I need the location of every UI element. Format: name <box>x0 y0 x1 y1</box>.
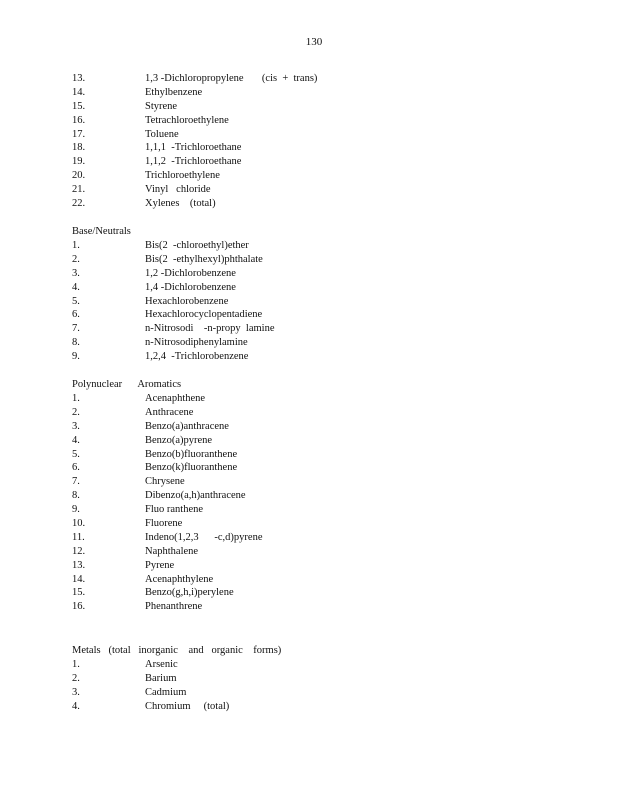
list-item <box>72 197 552 211</box>
item-number: 16. <box>72 114 86 126</box>
list-item <box>72 503 552 517</box>
item-number: 13. <box>72 559 86 571</box>
item-number: 2. <box>72 406 80 418</box>
list-item <box>72 281 552 295</box>
compound-name: Chrysene <box>145 476 185 488</box>
list-item <box>72 573 552 587</box>
list-item <box>72 600 552 614</box>
compound-name: Benzo(k)fluoranthene <box>145 462 238 474</box>
compound-name: Fluorene <box>145 518 183 530</box>
list-item <box>72 267 552 281</box>
item-number: 4. <box>72 434 80 446</box>
item-number: 4. <box>72 700 80 712</box>
item-number: 8. <box>72 337 80 349</box>
list-item <box>72 559 552 573</box>
compound-name: Tetrachloroethylene <box>145 114 229 126</box>
list-item <box>72 336 552 350</box>
item-number: 5. <box>72 295 80 307</box>
list-item <box>72 672 552 686</box>
compound-name: Benzo(b)fluoranthene <box>145 448 238 460</box>
item-number: 15. <box>72 587 86 599</box>
list-item <box>72 308 552 322</box>
compound-name: 1,3 -Dichloropropylene (cis + trans) <box>145 73 318 84</box>
item-number: 13. <box>72 73 86 84</box>
compound-name: Bis(2 -ethylhexyl)phthalate <box>145 253 263 265</box>
item-number: 1. <box>72 659 80 670</box>
compound-name: Benzo(g,h,i)perylene <box>145 587 234 599</box>
list-item <box>72 295 552 309</box>
list-item <box>72 517 552 531</box>
list-item <box>72 86 552 100</box>
item-number: 16. <box>72 601 86 613</box>
metals-section <box>72 644 552 714</box>
compound-name: 1,1,2 -Trichloroethane <box>145 156 242 168</box>
polynuclear-aromatics-heading: Polynuclear Aromatics <box>72 379 182 390</box>
compound-name: 1,1,1 -Trichloroethane <box>145 142 242 154</box>
compound-name: Toluene <box>145 128 179 140</box>
list-item <box>72 350 552 364</box>
compound-name: Hexachlorobenzene <box>145 295 229 307</box>
item-number: 11. <box>72 531 85 543</box>
base-neutrals-section <box>72 225 552 364</box>
list-item <box>72 114 552 128</box>
item-number: 19. <box>72 156 86 168</box>
item-number: 2. <box>72 253 80 265</box>
compound-name: Naphthalene <box>145 545 199 557</box>
base-neutrals-heading: Base/Neutrals <box>72 226 131 237</box>
compound-name: Barium <box>145 672 177 684</box>
list-item <box>72 169 552 183</box>
compound-name: Anthracene <box>145 406 194 418</box>
item-number: 6. <box>72 462 80 474</box>
list-item <box>72 531 552 545</box>
item-number: 10. <box>72 518 86 530</box>
list-item <box>72 253 552 267</box>
item-number: 3. <box>72 267 80 279</box>
list-item <box>72 72 552 86</box>
compound-name: Benzo(a)pyrene <box>145 434 213 446</box>
item-number: 20. <box>72 170 86 182</box>
item-number: 1. <box>72 240 80 251</box>
compound-name: Arsenic <box>145 659 178 670</box>
compound-name: Hexachlorocyclopentadiene <box>145 309 263 321</box>
list-item <box>72 239 552 253</box>
item-number: 21. <box>72 184 86 196</box>
compound-name: Chromium (total) <box>145 700 230 712</box>
compound-name: Indeno(1,2,3 -c,d)pyrene <box>145 531 263 543</box>
compound-name: Pyrene <box>145 559 175 571</box>
compound-name: 1,4 -Dichlorobenzene <box>145 281 236 293</box>
item-number: 1. <box>72 393 80 404</box>
volatiles-list <box>72 72 552 211</box>
item-number: 2. <box>72 672 80 684</box>
list-item <box>72 141 552 155</box>
list-item <box>72 475 552 489</box>
list-item <box>72 461 552 475</box>
compound-name: Bis(2 -chloroethyl)ether <box>145 240 249 251</box>
item-number: 9. <box>72 351 80 363</box>
list-item <box>72 406 552 420</box>
item-number: 14. <box>72 573 86 585</box>
item-number: 17. <box>72 128 86 140</box>
item-number: 7. <box>72 323 80 335</box>
list-item <box>72 392 552 406</box>
list-item <box>72 128 552 142</box>
compound-name: Benzo(a)anthracene <box>145 420 229 432</box>
item-number: 5. <box>72 448 80 460</box>
page-number: 130 <box>305 36 323 48</box>
item-number: 22. <box>72 198 86 210</box>
polynuclear-aromatics-section <box>72 378 552 614</box>
compound-name: Phenanthrene <box>145 601 203 613</box>
compound-name: Trichloroethylene <box>145 170 220 182</box>
compound-name: 1,2,4 -Trichlorobenzene <box>145 351 249 363</box>
compound-name: Dibenzo(a,h)anthracene <box>145 490 246 502</box>
list-item <box>72 100 552 114</box>
compound-name: 1,2 -Dichlorobenzene <box>145 267 236 279</box>
item-number: 4. <box>72 281 80 293</box>
item-number: 7. <box>72 476 80 488</box>
compound-name: Ethylbenzene <box>145 86 203 98</box>
item-number: 9. <box>72 504 80 516</box>
compound-name: n-Nitrosodi -n-propy lamine <box>145 323 275 335</box>
item-number: 18. <box>72 142 86 154</box>
item-number: 3. <box>72 686 80 698</box>
compound-name: Xylenes (total) <box>145 198 216 210</box>
list-item <box>72 434 552 448</box>
list-item <box>72 658 552 672</box>
list-item <box>72 686 552 700</box>
list-item <box>72 448 552 462</box>
list-item <box>72 322 552 336</box>
item-number: 6. <box>72 309 80 321</box>
compound-name: Acenaphthylene <box>145 573 214 585</box>
compound-name: Vinyl chloride <box>145 184 211 196</box>
list-item <box>72 155 552 169</box>
list-item <box>72 183 552 197</box>
item-number: 12. <box>72 545 86 557</box>
list-item <box>72 545 552 559</box>
compound-name: Styrene <box>145 100 178 112</box>
metals-heading: Metals (total inorganic and organic forms) <box>72 645 282 656</box>
compound-name: n-Nitrosodiphenylamine <box>145 337 248 349</box>
list-item <box>72 700 552 714</box>
compound-name: Acenaphthene <box>145 393 206 404</box>
list-item <box>72 420 552 434</box>
list-item <box>72 489 552 503</box>
compound-name: Fluo ranthene <box>145 504 204 516</box>
item-number: 8. <box>72 490 80 502</box>
item-number: 15. <box>72 100 86 112</box>
item-number: 14. <box>72 86 86 98</box>
list-item <box>72 586 552 600</box>
compound-name: Cadmium <box>145 686 187 698</box>
item-number: 3. <box>72 420 80 432</box>
